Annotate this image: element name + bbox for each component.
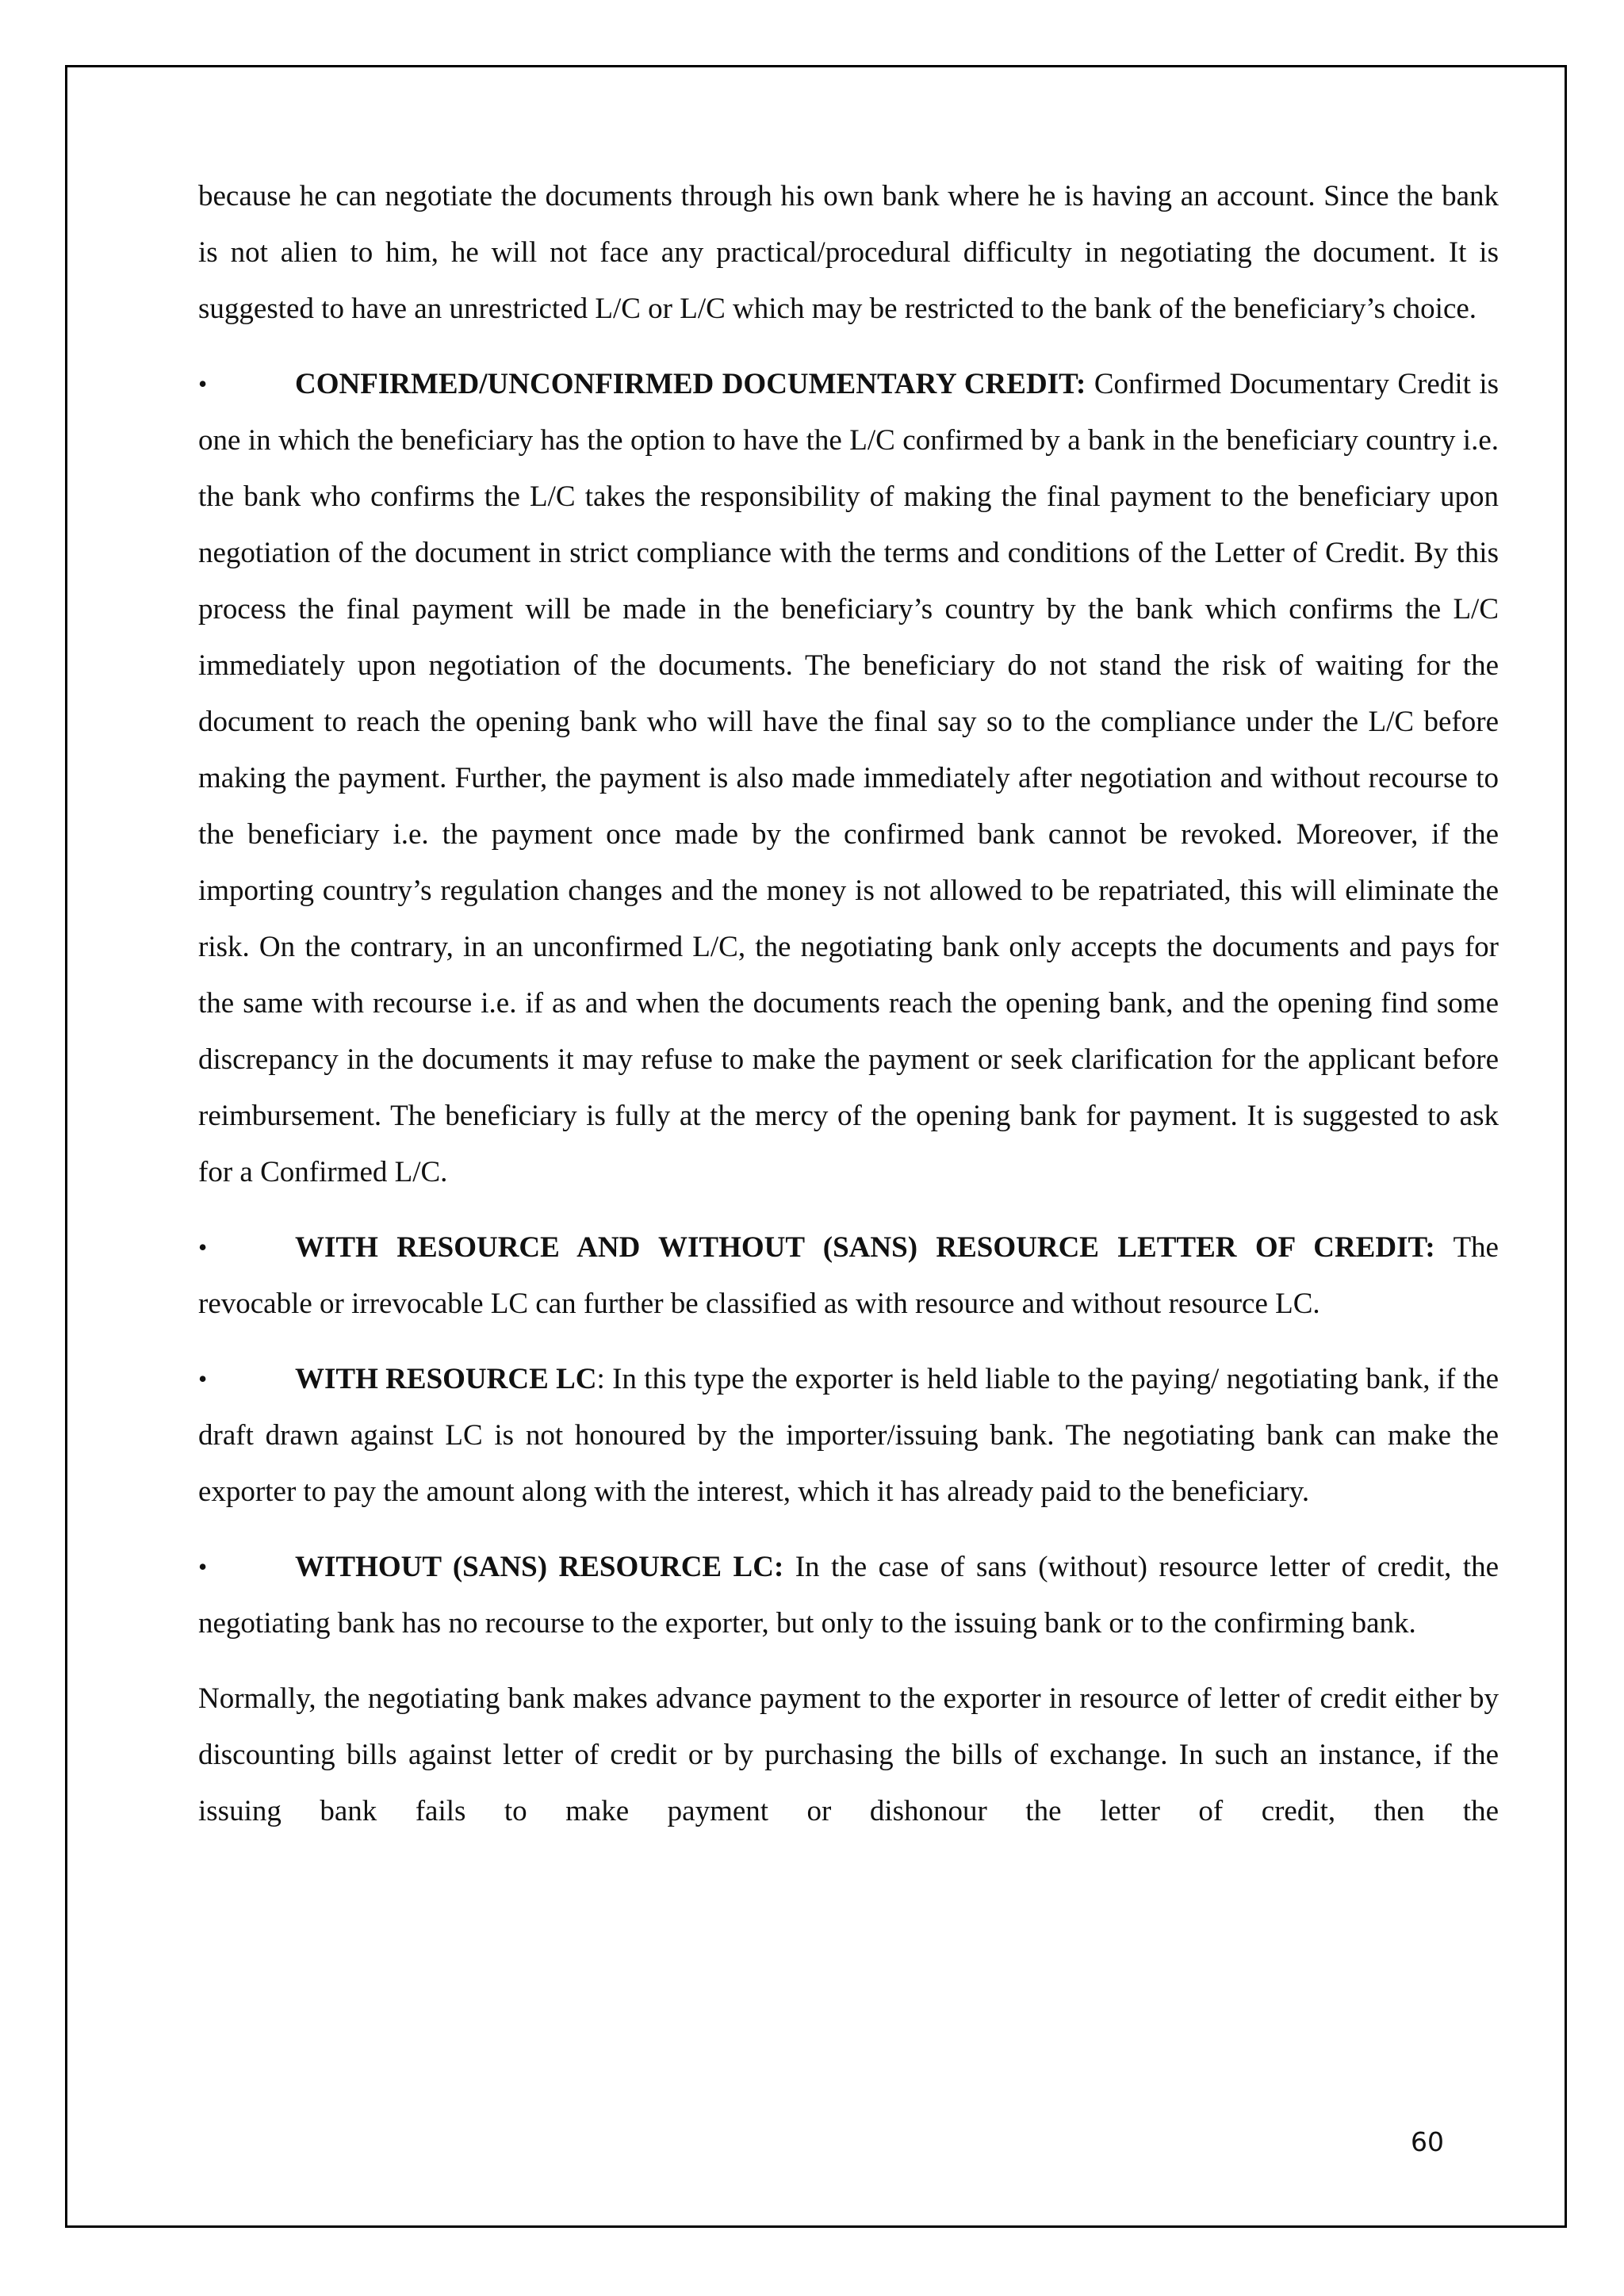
body-with-without-resource: The revocable or irrevocable LC can further be classified as with resource and without resource LC. xyxy=(198,1231,1499,1320)
body-confirmed-unconfirmed: Confirmed Documentary Credit is one in which the beneficiary has the option to have the L/C confirmed by a bank in the beneficiary country i.e. the bank who confirms the L/C takes the responsibility of making the final payment to the beneficiary upon negotiation of the document in strict compliance with the terms and conditions of the Letter of Credit. By this process the final payment will be made in the beneficiary’s country by the bank which confirms the L/C immediately upon negotiation of the documents. The beneficiary do not stand the risk of waiting for the document to reach the opening bank who will have the final say so to the compliance under the L/C before making the payment. Further, the payment is also made immediately after negotiation and without recourse to the beneficiary i.e. the payment once made by the confirmed bank cannot be revoked. Moreover, if the importing country’s regulation changes and the money is not allowed to be repatriated, this will eliminate the risk. On the contrary, in an unconfirmed L/C, the negotiating bank only accepts the documents and pays for the same with recourse i.e. if as and when the documents reach the opening bank, and the opening find some discrepancy in the documents it may refuse to make the payment or seek clarification for the applicant before reimbursement. The beneficiary is fully at the mercy of the opening bank for payment. It is suggested to ask for a Confirmed L/C. xyxy=(198,368,1500,1188)
bullet-with-without-resource xyxy=(198,1219,1499,1332)
bullet-dot: • xyxy=(198,1364,208,1393)
heading-with-without-resource: WITH RESOURCE AND WITHOUT (SANS) RESOURCE LETTER OF CREDIT: xyxy=(295,1231,1435,1264)
paragraph-continuation: because he can negotiate the documents through his own bank where he is having an account. Since the bank is not alien to him, he will not face any practical/procedural difficulty in negotiating the document. It is suggested to have an unrestricted L/C or L/C which may be restricted to the bank of the beneficiary’s choice. xyxy=(198,180,1499,325)
page-body xyxy=(198,168,1499,1839)
bullet-confirmed-unconfirmed xyxy=(198,356,1499,1200)
bullet-dot: • xyxy=(198,1233,208,1261)
bullet-without-resource-lc xyxy=(198,1539,1499,1651)
body-without-resource-lc: In the case of sans (without) resource letter of credit, the negotiating bank has no recourse to the exporter, but only to the issuing bank or to the confirming bank. xyxy=(198,1551,1500,1640)
heading-without-resource-lc: WITHOUT (SANS) RESOURCE LC: xyxy=(295,1551,784,1583)
heading-with-resource-lc: WITH RESOURCE LC xyxy=(295,1363,597,1395)
page-number: 60 xyxy=(1411,2126,1444,2157)
bullet-dot: • xyxy=(198,1552,208,1581)
heading-confirmed-unconfirmed: CONFIRMED/UNCONFIRMED DOCUMENTARY CREDIT: xyxy=(295,368,1086,400)
bullet-dot: • xyxy=(198,369,208,398)
body-with-resource-lc: : In this type the exporter is held liable to the paying/ negotiating bank, if the draft drawn against LC is not honoured by the importer/issuing bank. The negotiating bank can make the exporter to pay the amount along with the interest, which it has already paid to the beneficiary. xyxy=(198,1363,1499,1508)
paragraph-normally: Normally, the negotiating bank makes advance payment to the exporter in resource of letter of credit either by discounting bills against letter of credit or by purchasing the bills of exchange. In such an instance, if the issuing bank fails to make payment or dishonour the letter of credit, then the xyxy=(198,1682,1499,1827)
bullet-with-resource-lc xyxy=(198,1351,1499,1520)
